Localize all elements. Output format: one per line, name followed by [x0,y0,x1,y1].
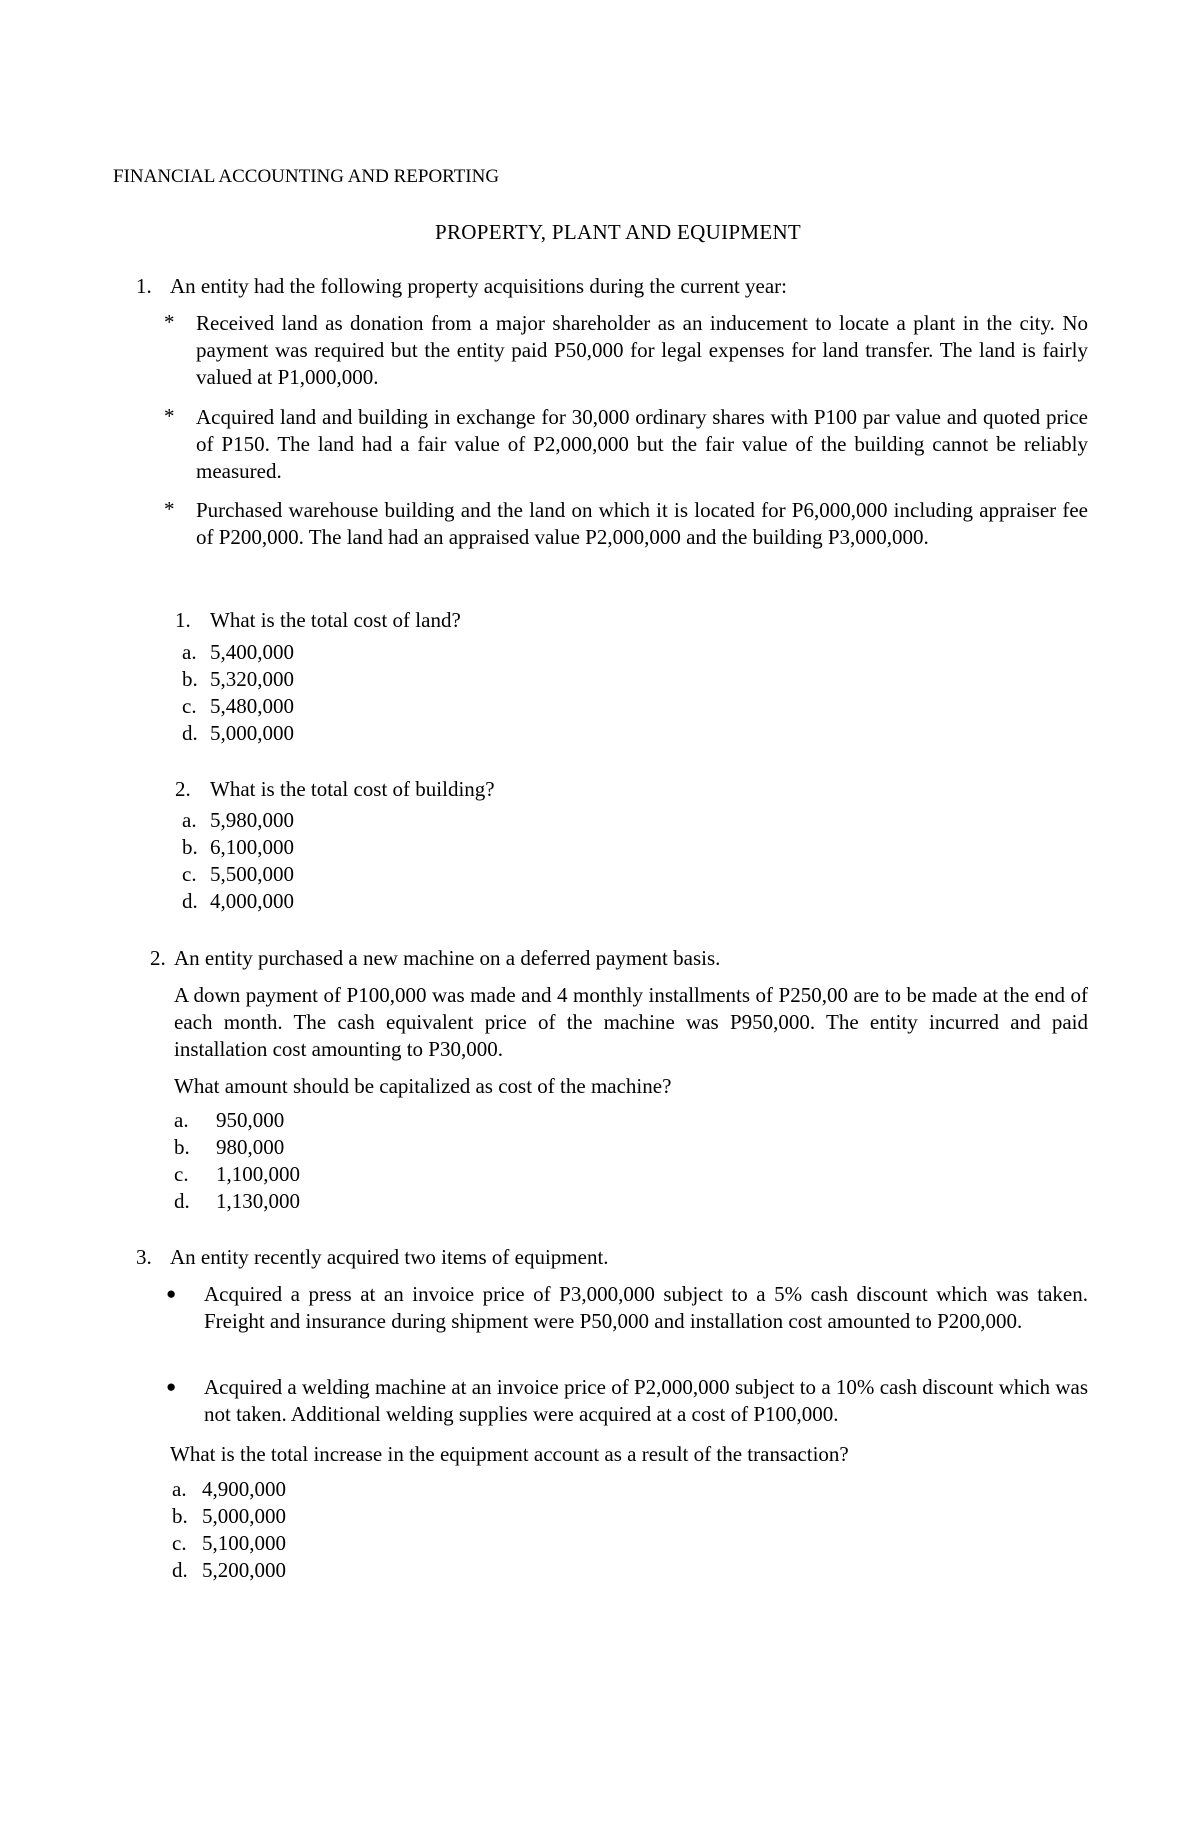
bullet-dot: ● [166,1377,177,1396]
problem-2-intro: An entity purchased a new machine on a deferred payment basis. [174,946,721,970]
answer-option: b. 6,100,000 [182,835,294,859]
problem-1-number: 1. [136,274,152,298]
answer-option: c. 5,480,000 [182,694,294,718]
question-text: What is the total cost of land? [210,608,461,632]
problem-3-question: What is the total increase in the equipment account as a result of the transaction? [170,1442,849,1466]
bullet-marker: * [164,404,175,428]
problem-3-bullet-1: Acquired a press at an invoice price of P3,000,000 subject to a 5% cash discount which was taken. Freight and insurance during shipment were P50,000 and installation cost amounted to P200,000. [204,1282,1088,1333]
answer-option: d. 5,000,000 [182,721,294,745]
problem-1-intro: An entity had the following property acquisitions during the current year: [170,274,788,298]
problem-3-intro: An entity recently acquired two items of equipment. [170,1245,609,1269]
answer-option: b. 5,320,000 [182,667,294,691]
question-number: 1. [175,608,191,632]
answer-option: a. 5,400,000 [182,640,294,664]
answer-option: b. 5,000,000 [172,1504,286,1528]
question-text: What is the total cost of building? [210,777,495,801]
answer-option: a. 950,000 [174,1108,285,1132]
bullet-marker: * [164,310,175,334]
answer-option: a. 5,980,000 [182,808,294,832]
bullet-dot: ● [166,1284,177,1303]
problem-3-bullet-2: Acquired a welding machine at an invoice price of P2,000,000 subject to a 10% cash discount which was not taken. Additional welding supplies were acquired at a cost of P100,000. [204,1375,1088,1426]
answer-option: b. 980,000 [174,1135,285,1159]
answer-option: d. 1,130,000 [174,1189,300,1213]
page-title: PROPERTY, PLANT AND EQUIPMENT [435,220,802,244]
problem-3-number: 3. [136,1245,152,1269]
problem-2-body: A down payment of P100,000 was made and 4 monthly installments of P250,00 are to be made at the end of each month. The cash equivalent price of the machine was P950,000. The entity incurred and paid installation cost amounting to P30,000. [174,983,1088,1061]
problem-1-bullet-2: Acquired land and building in exchange for 30,000 ordinary shares with P100 par value and quoted price of P150. The land had a fair value of P2,000,000 but the fair value of the building cannot be reliably measured. [196,405,1088,483]
answer-option: d. 5,200,000 [172,1558,286,1582]
problem-2-question: What amount should be capitalized as cost of the machine? [174,1074,672,1098]
question-number: 2. [175,777,191,801]
answer-option: c. 5,100,000 [172,1531,286,1555]
problem-1-bullet-3: Purchased warehouse building and the land on which it is located for P6,000,000 including appraiser fee of P200,000. The land had an appraised value P2,000,000 and the building P3,000,000. [196,498,1088,549]
document-header: FINANCIAL ACCOUNTING AND REPORTING [113,166,500,187]
answer-option: d. 4,000,000 [182,889,294,913]
answer-option: c. 1,100,000 [174,1162,300,1186]
problem-2-number: 2. [150,946,166,970]
bullet-marker: * [164,497,175,521]
problem-1-bullet-1: Received land as donation from a major shareholder as an inducement to locate a plant in the city. No payment was required but the entity paid P50,000 for legal expenses for land transfer. The land is fairly valued at P1,000,000. [196,311,1088,389]
answer-option: c. 5,500,000 [182,862,294,886]
answer-option: a. 4,900,000 [172,1477,286,1501]
